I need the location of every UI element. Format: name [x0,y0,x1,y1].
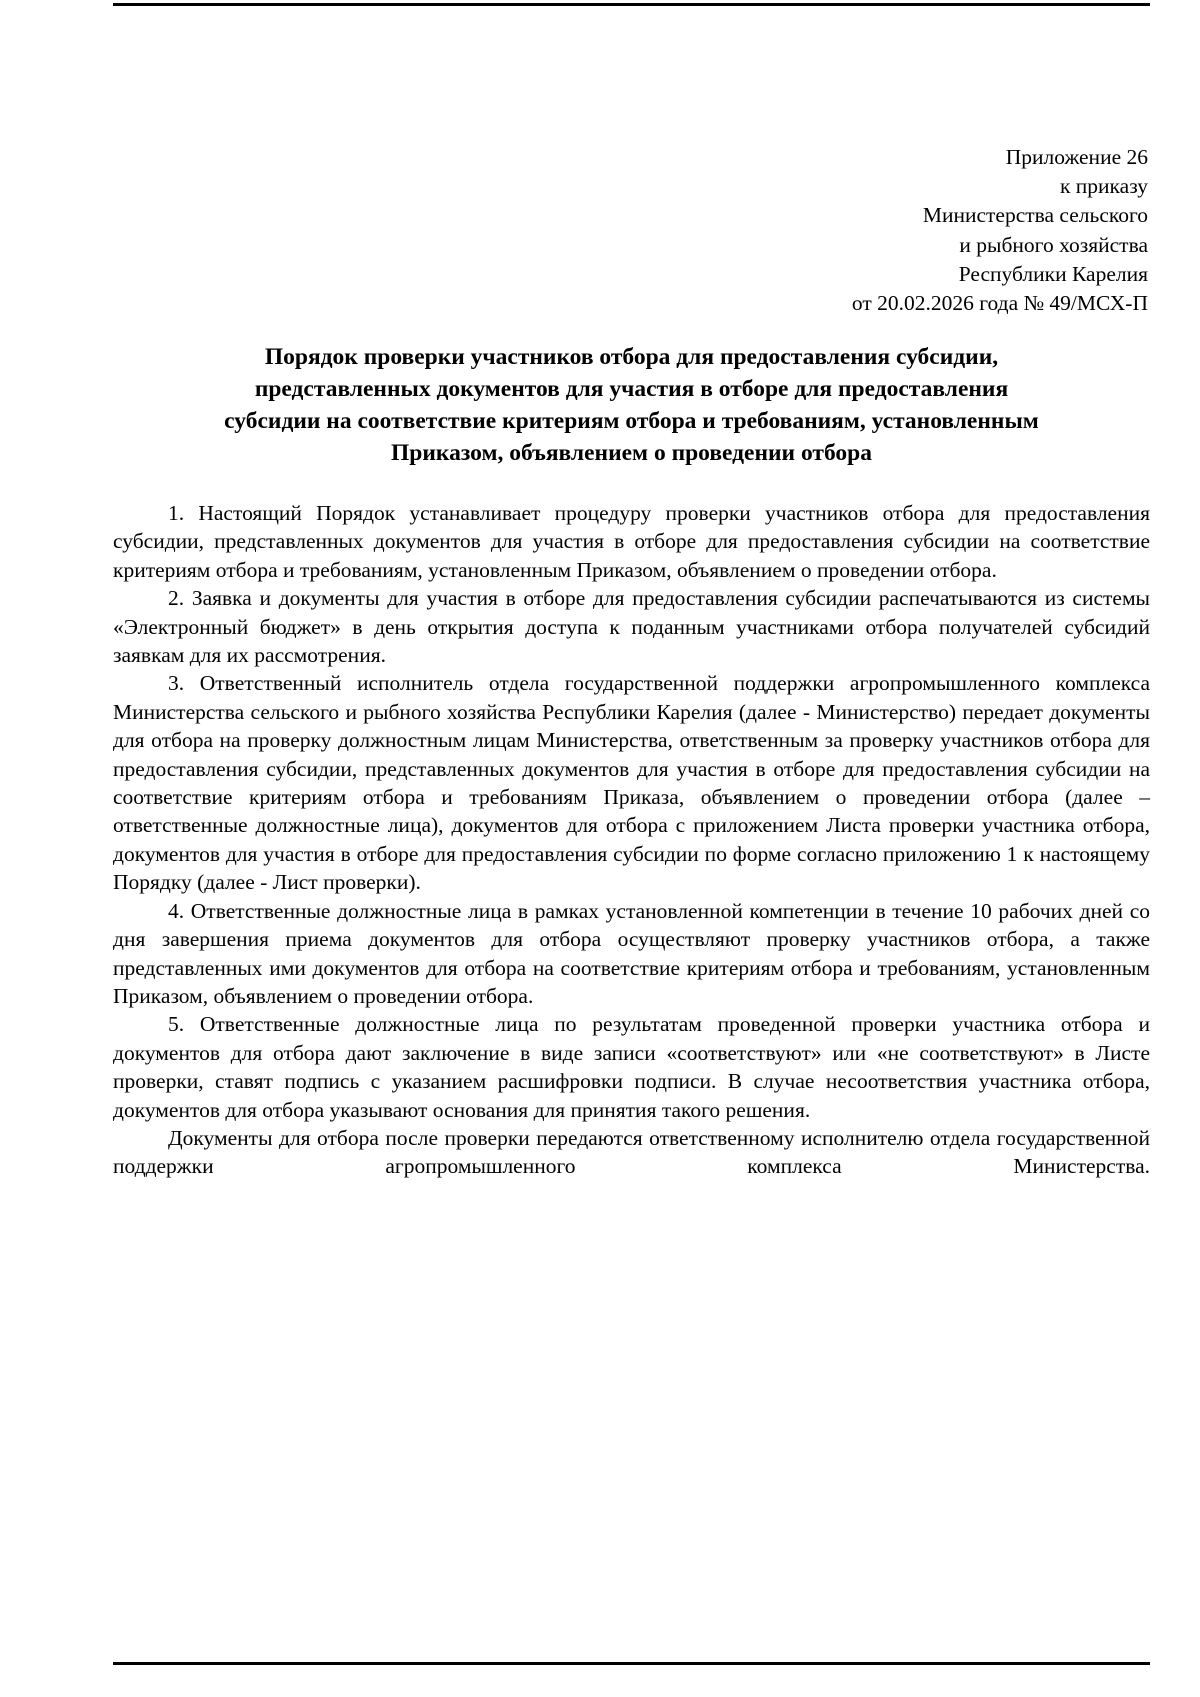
top-rule [113,3,1150,6]
paragraph-3: 3. Ответственный исполнитель отдела государственной поддержки агропромышленного комплекса Министерства сельского и рыбного хозяйства Республики Карелия (далее - Министерство) передает документы для отбора на проверку должностным лицам Министерства, ответственным за проверку участников отбора для предоставления субсидии, представленных документов для участия в отборе для предоставления субсидии на соответствие критериям отбора и требованиям Приказа, объявлением о проведении отбора (далее – ответственные должностные лица), документов для отбора с приложением Листа проверки участника отбора, документов для участия в отборе для предоставления субсидии по форме согласно приложению 1 к настоящему Порядку (далее - Лист проверки). [113,671,1150,895]
title-line-1: Порядок проверки участников отбора для предоставления субсидии, [264,344,999,370]
appendix-order-ref: к приказу [1059,174,1148,199]
appendix-republic: Республики Карелия [958,261,1148,286]
paragraph-5: 5. Ответственные должностные лица по результатам проведенной проверки участника отбора и документов для отбора дают заключение в виде записи «соответствуют» или «не соответствуют» в Листе проверки, ставят подпись с указанием расшифровки подписи. В случае несоответствия участника отбора, документов для отбора указывают основания для принятия такого решения. [113,1012,1150,1122]
paragraph-6: Документы для отбора после проверки передаются ответственному исполнителю отдела государственной поддержки агропромышленного комплекса Министерства. [113,1125,1150,1179]
appendix-ministry-line-1: Министерства сельского [922,203,1148,228]
paragraph-2: 2. Заявка и документы для участия в отборе для предоставления субсидии распечатываются из системы «Электронный бюджет» в день открытия доступа к поданным участниками отбора получателей субсидий заявкам для их рассмотрения. [113,586,1150,668]
bottom-rule [113,1662,1150,1665]
appendix-header [852,143,1148,318]
appendix-number: Приложение 26 [1005,145,1148,169]
paragraph-4: 4. Ответственные должностные лица в рамках установленной компетенции в течение 10 рабочих дней со дня завершения приема документов для отбора осуществляют проверку участников отбора, а также представленных ими документов для отбора на соответствие критериям отбора и требованиям, установленным Приказом, объявлением о проведении отбора. [113,898,1150,1008]
document-body [113,499,1150,1181]
title-line-3: субсидии на соответствие критериям отбора и требованиям, установленным [224,408,1039,434]
document-title [113,341,1150,469]
appendix-order-date: от 20.02.2026 года № 49/МСХ-П [851,291,1148,316]
paragraph-1: 1. Настоящий Порядок устанавливает процедуру проверки участников отбора для предоставления субсидии, представленных документов для участия в отборе для предоставления субсидии на соответствие критериям отбора и требованиям, установленным Приказом, объявлением о проведении отбора. [113,501,1150,582]
title-line-2: представленных документов для участия в отборе для предоставления [254,376,1009,402]
appendix-ministry-line-2: и рыбного хозяйства [959,232,1148,257]
title-line-4: Приказом, объявлением о проведении отбора [391,440,872,466]
